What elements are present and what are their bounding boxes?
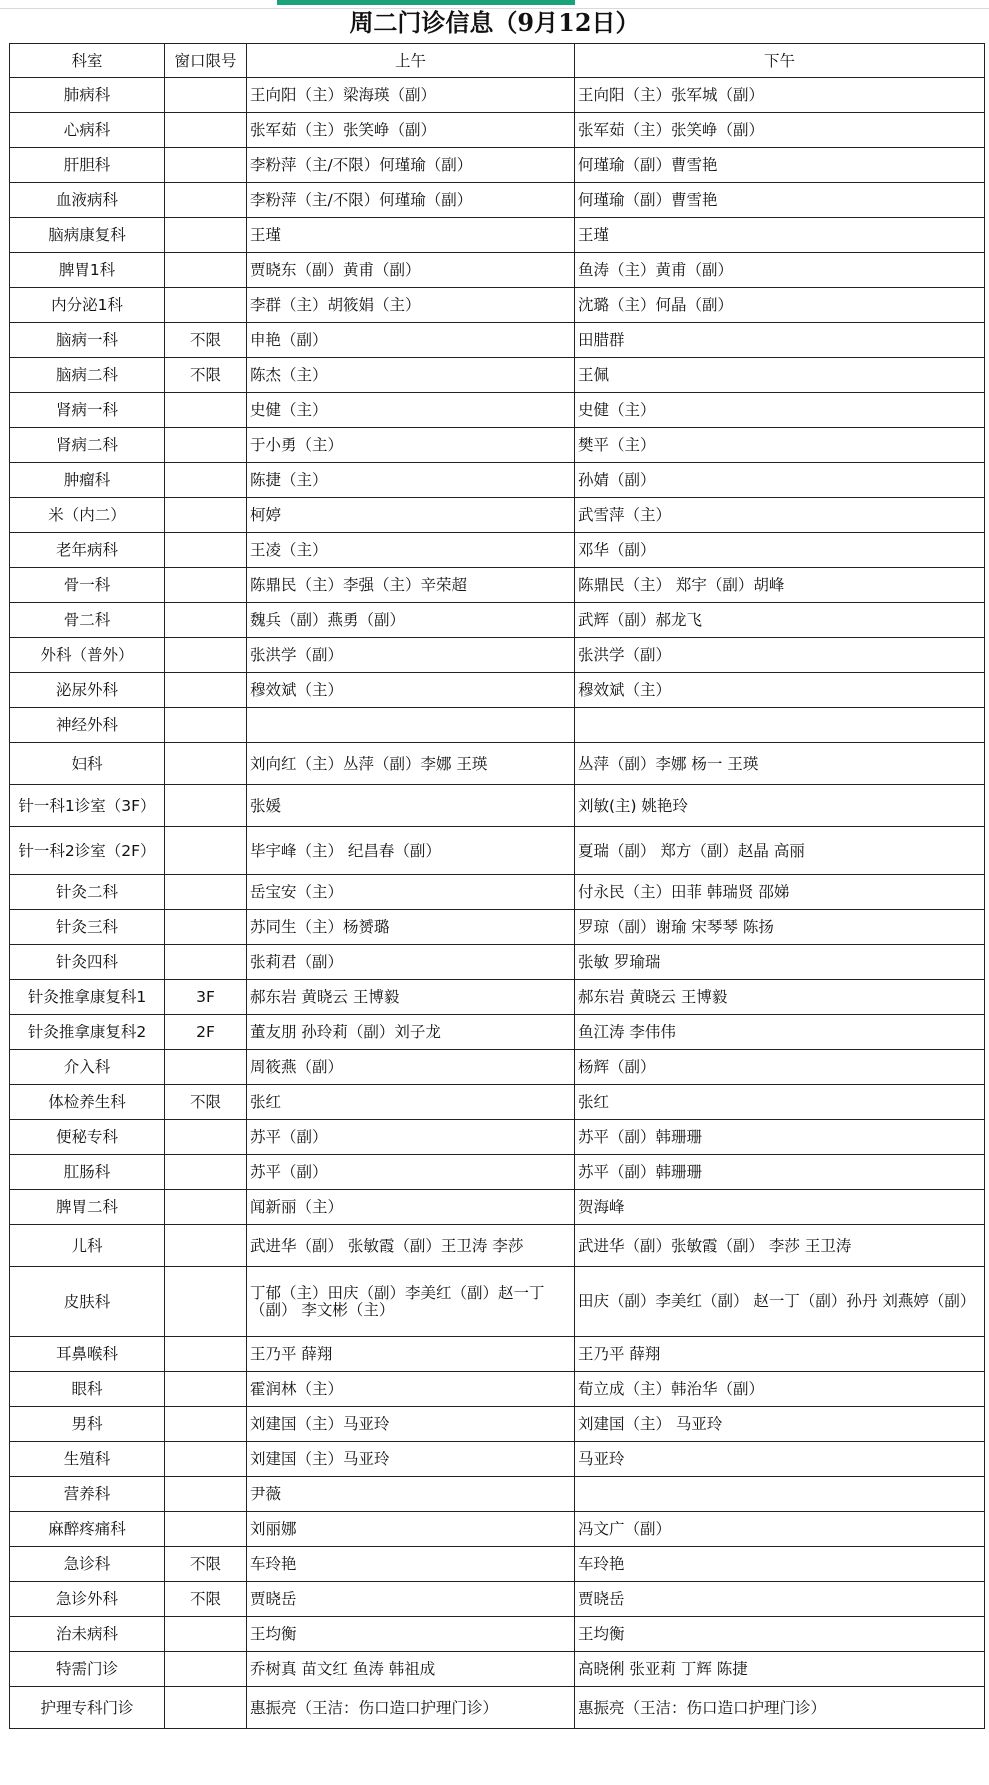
- afternoon-cell: 荀立成（主）韩治华（副）: [575, 1372, 985, 1407]
- table-row: [10, 1085, 985, 1120]
- morning-cell: 张洪学（副）: [247, 638, 575, 673]
- morning-cell: 周筱燕（副）: [247, 1050, 575, 1085]
- afternoon-cell: 田腊群: [575, 323, 985, 358]
- morning-cell: 刘丽娜: [247, 1512, 575, 1547]
- afternoon-cell: 冯文广（副）: [575, 1512, 985, 1547]
- morning-cell: 岳宝安（主）: [247, 875, 575, 910]
- department-cell: 肝胆科: [10, 148, 165, 183]
- window-limit-cell: [165, 218, 247, 253]
- morning-cell: 霍润林（主）: [247, 1372, 575, 1407]
- afternoon-cell: 穆效斌（主）: [575, 673, 985, 708]
- department-cell: 骨一科: [10, 568, 165, 603]
- window-limit-cell: [165, 1617, 247, 1652]
- department-cell: 骨二科: [10, 603, 165, 638]
- afternoon-cell: 刘敏(主) 姚艳玲: [575, 785, 985, 827]
- window-limit-cell: [165, 288, 247, 323]
- department-cell: 男科: [10, 1407, 165, 1442]
- window-limit-cell: [165, 945, 247, 980]
- table-row: [10, 1225, 985, 1267]
- afternoon-cell: 邓华（副）: [575, 533, 985, 568]
- morning-cell: 车玲艳: [247, 1547, 575, 1582]
- window-limit-cell: [165, 1337, 247, 1372]
- window-limit-cell: [165, 78, 247, 113]
- table-row: [10, 673, 985, 708]
- morning-cell: 柯婷: [247, 498, 575, 533]
- window-limit-cell: [165, 183, 247, 218]
- window-limit-cell: [165, 1267, 247, 1337]
- department-cell: 肿瘤科: [10, 463, 165, 498]
- morning-cell: 张媛: [247, 785, 575, 827]
- afternoon-cell: 武进华（副）张敏霞（副） 李莎 王卫涛: [575, 1225, 985, 1267]
- department-cell: 急诊外科: [10, 1582, 165, 1617]
- morning-cell: 魏兵（副）燕勇（副）: [247, 603, 575, 638]
- window-limit-cell: [165, 673, 247, 708]
- morning-cell: [247, 708, 575, 743]
- afternoon-cell: 张红: [575, 1085, 985, 1120]
- table-row: [10, 1617, 985, 1652]
- morning-cell: 王瑾: [247, 218, 575, 253]
- department-cell: 眼科: [10, 1372, 165, 1407]
- window-limit-cell: [165, 393, 247, 428]
- window-limit-cell: [165, 113, 247, 148]
- morning-cell: 陈捷（主）: [247, 463, 575, 498]
- morning-cell: 史健（主）: [247, 393, 575, 428]
- table-row: [10, 1120, 985, 1155]
- table-row: [10, 1267, 985, 1337]
- afternoon-cell: 王向阳（主）张军城（副）: [575, 78, 985, 113]
- department-cell: 针灸推拿康复科2: [10, 1015, 165, 1050]
- window-limit-cell: [165, 1512, 247, 1547]
- table-row: [10, 428, 985, 463]
- window-limit-cell: [165, 533, 247, 568]
- department-cell: 介入科: [10, 1050, 165, 1085]
- morning-cell: 王凌（主）: [247, 533, 575, 568]
- department-cell: 耳鼻喉科: [10, 1337, 165, 1372]
- window-limit-cell: [165, 428, 247, 463]
- table-row: [10, 1477, 985, 1512]
- table-row: [10, 533, 985, 568]
- table-row: [10, 1337, 985, 1372]
- department-cell: 针一科2诊室（2F）: [10, 827, 165, 875]
- window-limit-cell: [165, 910, 247, 945]
- afternoon-cell: 马亚玲: [575, 1442, 985, 1477]
- table-row: [10, 603, 985, 638]
- department-cell: 针一科1诊室（3F）: [10, 785, 165, 827]
- window-limit-cell: [165, 875, 247, 910]
- table-row: [10, 785, 985, 827]
- morning-cell: 申艳（副）: [247, 323, 575, 358]
- header-row: [10, 44, 985, 78]
- afternoon-cell: 丛萍（副）李娜 杨一 王瑛: [575, 743, 985, 785]
- table-row: [10, 945, 985, 980]
- table-row: [10, 288, 985, 323]
- afternoon-cell: 高晓俐 张亚莉 丁辉 陈捷: [575, 1652, 985, 1687]
- afternoon-cell: 苏平（副）韩珊珊: [575, 1155, 985, 1190]
- afternoon-cell: 鱼涛（主）黄甫（副）: [575, 253, 985, 288]
- morning-cell: 李粉萍（主/不限）何瑾瑜（副）: [247, 148, 575, 183]
- window-limit-cell: [165, 638, 247, 673]
- afternoon-cell: 张军茹（主）张笑峥（副）: [575, 113, 985, 148]
- department-cell: 泌尿外科: [10, 673, 165, 708]
- morning-cell: 穆效斌（主）: [247, 673, 575, 708]
- afternoon-cell: 郝东岩 黄晓云 王博毅: [575, 980, 985, 1015]
- window-limit-cell: [165, 1225, 247, 1267]
- window-limit-cell: [165, 827, 247, 875]
- department-cell: 肾病一科: [10, 393, 165, 428]
- window-limit-cell: [165, 148, 247, 183]
- table-row: [10, 910, 985, 945]
- department-cell: 针灸二科: [10, 875, 165, 910]
- department-cell: 麻醉疼痛科: [10, 1512, 165, 1547]
- window-limit-cell: [165, 1477, 247, 1512]
- department-cell: 皮肤科: [10, 1267, 165, 1337]
- table-row: [10, 1015, 985, 1050]
- window-limit-cell: [165, 1120, 247, 1155]
- afternoon-cell: 樊平（主）: [575, 428, 985, 463]
- column-header-morning: 上午: [247, 44, 575, 78]
- morning-cell: 于小勇（主）: [247, 428, 575, 463]
- table-row: [10, 875, 985, 910]
- afternoon-cell: [575, 1477, 985, 1512]
- morning-cell: 丁郁（主）田庆（副）李美红（副）赵一丁（副） 李文彬（主）: [247, 1267, 575, 1337]
- table-row: [10, 253, 985, 288]
- morning-cell: 苏平（副）: [247, 1120, 575, 1155]
- morning-cell: 陈杰（主）: [247, 358, 575, 393]
- morning-cell: 王乃平 薛翔: [247, 1337, 575, 1372]
- morning-cell: 张红: [247, 1085, 575, 1120]
- table-row: [10, 393, 985, 428]
- afternoon-cell: 夏瑞（副） 郑方（副）赵晶 高丽: [575, 827, 985, 875]
- morning-cell: 张莉君（副）: [247, 945, 575, 980]
- afternoon-cell: [575, 708, 985, 743]
- department-cell: 儿科: [10, 1225, 165, 1267]
- window-limit-cell: 不限: [165, 1085, 247, 1120]
- department-cell: 针灸四科: [10, 945, 165, 980]
- window-limit-cell: 不限: [165, 1547, 247, 1582]
- afternoon-cell: 何瑾瑜（副）曹雪艳: [575, 148, 985, 183]
- morning-cell: 刘建国（主）马亚玲: [247, 1407, 575, 1442]
- afternoon-cell: 车玲艳: [575, 1547, 985, 1582]
- department-cell: 营养科: [10, 1477, 165, 1512]
- afternoon-cell: 武雪萍（主）: [575, 498, 985, 533]
- table-row: [10, 980, 985, 1015]
- afternoon-cell: 张敏 罗瑜瑞: [575, 945, 985, 980]
- department-cell: 神经外科: [10, 708, 165, 743]
- table-row: [10, 78, 985, 113]
- morning-cell: 苏同生（主）杨赟璐: [247, 910, 575, 945]
- morning-cell: 乔树真 苗文红 鱼涛 韩祖成: [247, 1652, 575, 1687]
- department-cell: 老年病科: [10, 533, 165, 568]
- window-limit-cell: 2F: [165, 1015, 247, 1050]
- department-cell: 肛肠科: [10, 1155, 165, 1190]
- table-row: [10, 183, 985, 218]
- page-title: 周二门诊信息（9月12日）: [349, 8, 640, 37]
- window-limit-cell: [165, 1407, 247, 1442]
- morning-cell: 贾晓岳: [247, 1582, 575, 1617]
- window-limit-cell: [165, 1442, 247, 1477]
- window-limit-cell: [165, 568, 247, 603]
- window-limit-cell: 不限: [165, 1582, 247, 1617]
- afternoon-cell: 罗琼（副）谢瑜 宋琴琴 陈扬: [575, 910, 985, 945]
- afternoon-cell: 苏平（副）韩珊珊: [575, 1120, 985, 1155]
- department-cell: 脾胃二科: [10, 1190, 165, 1225]
- afternoon-cell: 田庆（副）李美红（副） 赵一丁（副）孙丹 刘燕婷（副）: [575, 1267, 985, 1337]
- afternoon-cell: 陈鼎民（主） 郑宇（副）胡峰: [575, 568, 985, 603]
- window-limit-cell: [165, 1050, 247, 1085]
- window-limit-cell: [165, 1372, 247, 1407]
- morning-cell: 刘向红（主）丛萍（副）李娜 王瑛: [247, 743, 575, 785]
- morning-cell: 王向阳（主）梁海瑛（副）: [247, 78, 575, 113]
- department-cell: 脑病康复科: [10, 218, 165, 253]
- morning-cell: 武进华（副） 张敏霞（副）王卫涛 李莎: [247, 1225, 575, 1267]
- table-row: [10, 743, 985, 785]
- morning-cell: 刘建国（主）马亚玲: [247, 1442, 575, 1477]
- morning-cell: 陈鼎民（主）李强（主）辛荣超: [247, 568, 575, 603]
- department-cell: 脑病二科: [10, 358, 165, 393]
- column-header-department: 科室: [10, 44, 165, 78]
- table-row: [10, 1050, 985, 1085]
- department-cell: 心病科: [10, 113, 165, 148]
- window-limit-cell: [165, 603, 247, 638]
- department-cell: 肺病科: [10, 78, 165, 113]
- afternoon-cell: 孙婧（副）: [575, 463, 985, 498]
- table-row: [10, 1687, 985, 1729]
- department-cell: 妇科: [10, 743, 165, 785]
- table-row: [10, 498, 985, 533]
- table-row: [10, 568, 985, 603]
- morning-cell: 尹薇: [247, 1477, 575, 1512]
- afternoon-cell: 贺海峰: [575, 1190, 985, 1225]
- morning-cell: 郝东岩 黄晓云 王博毅: [247, 980, 575, 1015]
- department-cell: 血液病科: [10, 183, 165, 218]
- department-cell: 急诊科: [10, 1547, 165, 1582]
- window-limit-cell: [165, 463, 247, 498]
- window-limit-cell: [165, 785, 247, 827]
- table-row: [10, 463, 985, 498]
- table-row: [10, 1582, 985, 1617]
- department-cell: 针灸推拿康复科1: [10, 980, 165, 1015]
- table-row: [10, 1512, 985, 1547]
- department-cell: 外科（普外）: [10, 638, 165, 673]
- morning-cell: 王均衡: [247, 1617, 575, 1652]
- window-limit-cell: 3F: [165, 980, 247, 1015]
- morning-cell: 李粉萍（主/不限）何瑾瑜（副）: [247, 183, 575, 218]
- department-cell: 便秘专科: [10, 1120, 165, 1155]
- morning-cell: 苏平（副）: [247, 1155, 575, 1190]
- table-row: [10, 1407, 985, 1442]
- table-row: [10, 1190, 985, 1225]
- afternoon-cell: 付永民（主）田菲 韩瑞贤 邵娣: [575, 875, 985, 910]
- table-row: [10, 148, 985, 183]
- department-cell: 治未病科: [10, 1617, 165, 1652]
- afternoon-cell: 王佩: [575, 358, 985, 393]
- afternoon-cell: 王乃平 薛翔: [575, 1337, 985, 1372]
- afternoon-cell: 鱼江涛 李伟伟: [575, 1015, 985, 1050]
- window-limit-cell: [165, 253, 247, 288]
- table-row: [10, 218, 985, 253]
- table-row: [10, 1547, 985, 1582]
- window-limit-cell: [165, 743, 247, 785]
- table-row: [10, 1652, 985, 1687]
- department-cell: 脾胃1科: [10, 253, 165, 288]
- table-row: [10, 638, 985, 673]
- column-header-afternoon: 下午: [575, 44, 985, 78]
- afternoon-cell: 惠振亮（王洁：伤口造口护理门诊）: [575, 1687, 985, 1729]
- schedule-table: [9, 43, 985, 1729]
- department-cell: 肾病二科: [10, 428, 165, 463]
- window-limit-cell: 不限: [165, 358, 247, 393]
- afternoon-cell: 刘建国（主） 马亚玲: [575, 1407, 985, 1442]
- department-cell: 脑病一科: [10, 323, 165, 358]
- department-cell: 米（内二）: [10, 498, 165, 533]
- department-cell: 体检养生科: [10, 1085, 165, 1120]
- table-row: [10, 1372, 985, 1407]
- window-limit-cell: [165, 1190, 247, 1225]
- table-row: [10, 1155, 985, 1190]
- department-cell: 生殖科: [10, 1442, 165, 1477]
- table-row: [10, 358, 985, 393]
- afternoon-cell: 杨辉（副）: [575, 1050, 985, 1085]
- morning-cell: 贾晓东（副）黄甫（副）: [247, 253, 575, 288]
- column-header-window-limit: 窗口限号: [165, 44, 247, 78]
- afternoon-cell: 何瑾瑜（副）曹雪艳: [575, 183, 985, 218]
- morning-cell: 惠振亮（王洁：伤口造口护理门诊）: [247, 1687, 575, 1729]
- afternoon-cell: 贾晓岳: [575, 1582, 985, 1617]
- morning-cell: 张军茹（主）张笑峥（副）: [247, 113, 575, 148]
- active-selection-bar: [277, 0, 575, 5]
- window-limit-cell: [165, 1687, 247, 1729]
- window-limit-cell: 不限: [165, 323, 247, 358]
- afternoon-cell: 张洪学（副）: [575, 638, 985, 673]
- department-cell: 特需门诊: [10, 1652, 165, 1687]
- window-limit-cell: [165, 1652, 247, 1687]
- table-row: [10, 708, 985, 743]
- afternoon-cell: 史健（主）: [575, 393, 985, 428]
- afternoon-cell: 王瑾: [575, 218, 985, 253]
- department-cell: 护理专科门诊: [10, 1687, 165, 1729]
- table-row: [10, 1442, 985, 1477]
- morning-cell: 闻新丽（主）: [247, 1190, 575, 1225]
- morning-cell: 李群（主）胡筱娟（主）: [247, 288, 575, 323]
- afternoon-cell: 王均衡: [575, 1617, 985, 1652]
- department-cell: 针灸三科: [10, 910, 165, 945]
- department-cell: 内分泌1科: [10, 288, 165, 323]
- table-row: [10, 323, 985, 358]
- window-limit-cell: [165, 708, 247, 743]
- morning-cell: 毕宇峰（主） 纪昌春（副）: [247, 827, 575, 875]
- window-limit-cell: [165, 1155, 247, 1190]
- window-limit-cell: [165, 498, 247, 533]
- afternoon-cell: 沈璐（主）何晶（副）: [575, 288, 985, 323]
- morning-cell: 董友朋 孙玲莉（副）刘子龙: [247, 1015, 575, 1050]
- afternoon-cell: 武辉（副）郝龙飞: [575, 603, 985, 638]
- table-row: [10, 827, 985, 875]
- table-row: [10, 113, 985, 148]
